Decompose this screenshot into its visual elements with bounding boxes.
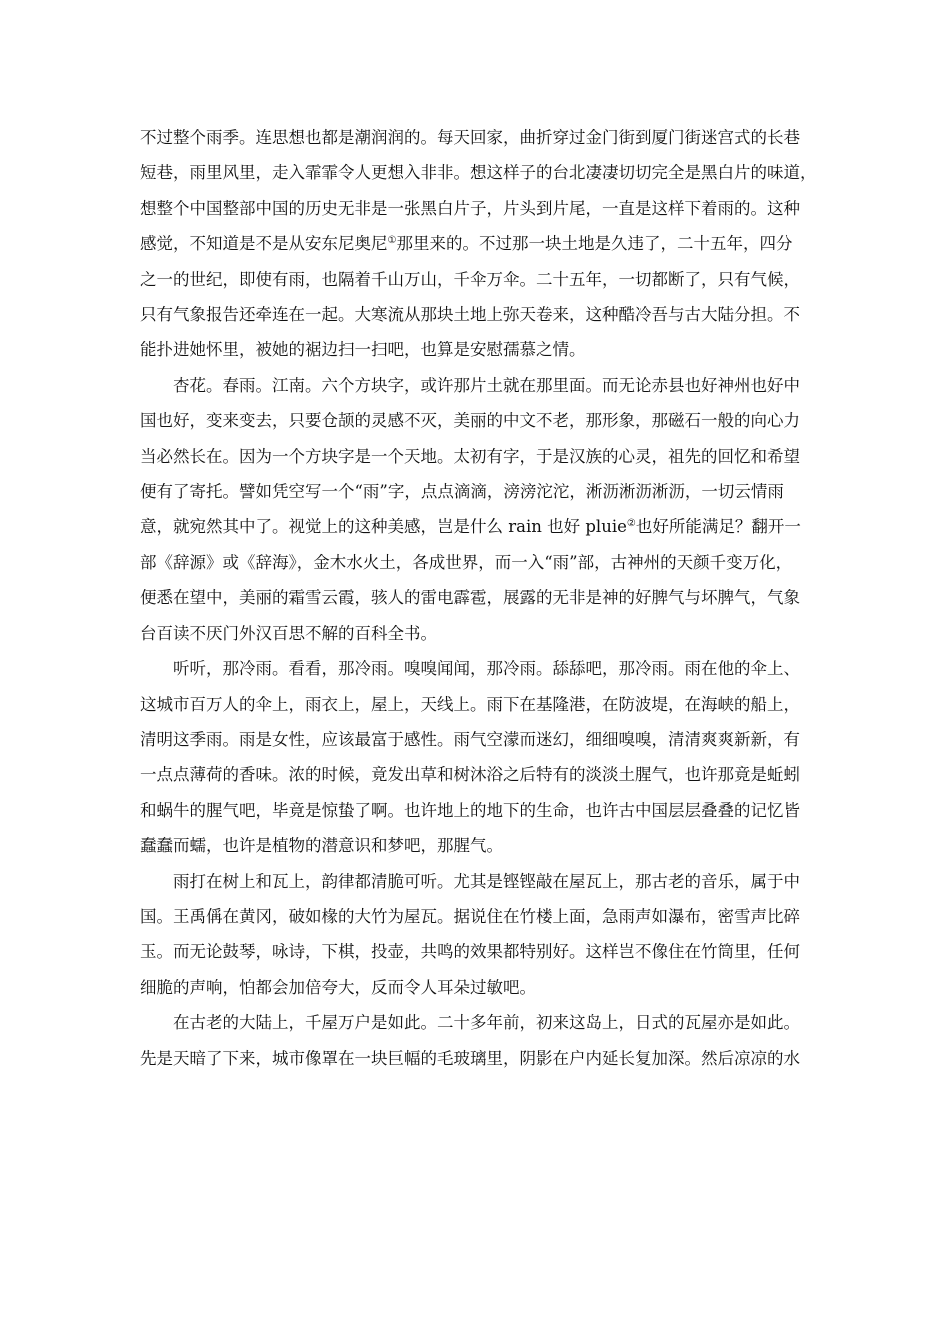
- text-line: 国。王禹偁在黄冈，破如椽的大竹为屋瓦。据说住在竹楼上面，急雨声如瀑布，密雪声比碎: [140, 906, 800, 926]
- text-line: 在古老的大陆上，千屋万户是如此。二十多年前，初来这岛上，日式的瓦屋亦是如此。: [173, 1013, 800, 1033]
- paragraph-1: [140, 120, 820, 368]
- text-line: 不过整个雨季。连思想也都是潮润润的。每天回家，曲折穿过金门街到厦门街迷宫式的长巷: [140, 128, 800, 147]
- text-fragment: 感觉，不知道是不是从安东尼奥尼: [140, 234, 388, 254]
- text-line: 当必然长在。因为一个方块字是一个天地。太初有字，于是汉族的心灵，祖先的回忆和希望: [140, 446, 800, 466]
- text-line: 先是天暗了下来，城市像罩在一块巨幅的毛玻璃里，阴影在户内延长复加深。然后凉凉的水: [140, 1048, 800, 1068]
- paragraph-4: [140, 864, 820, 1006]
- text-line: 杏花。春雨。江南。六个方块字，或许那片土就在那里面。而无论赤县也好神州也好中: [173, 375, 800, 395]
- text-line: 和蜗牛的腥气吧，毕竟是惊蛰了啊。也许地上的地下的生命，也许古中国层层叠叠的记忆皆: [140, 800, 800, 820]
- text-line: 短巷，雨里风里，走入霏霏令人更想入非非。想这样子的台北凄凄切切完全是黑白片的味道，: [140, 163, 817, 183]
- text-line: 蠢蠢而蠕，也许是植物的潜意识和梦吧，那腥气。: [140, 836, 503, 856]
- text-line: 想整个中国整部中国的历史无非是一张黑白片子，片头到片尾，一直是这样下着雨的。这种: [140, 198, 800, 218]
- text-line: [140, 226, 820, 261]
- paragraph-3: [140, 651, 820, 863]
- text-line: 细脆的声响，怕都会加倍夸大，反而令人耳朵过敏吧。: [140, 977, 536, 997]
- text-line: 听听，那冷雨。看看，那冷雨。嗅嗅闻闻，那冷雨。舔舔吧，那冷雨。雨在他的伞上、: [173, 659, 800, 679]
- text-line: 只有气象报告还牵连在一起。大寒流从那块土地上弥天卷来，这种酷冷吾与古大陆分担。不: [140, 305, 800, 325]
- text-fragment: 那里来的。不过那一块土地是久违了，二十五年，四分: [396, 234, 793, 254]
- footnote-marker: ②: [626, 518, 636, 530]
- text-line: 一点点薄荷的香味。浓的时候，竟发出草和树沐浴之后特有的淡淡土腥气，也许那竟是蚯蚓: [140, 765, 800, 785]
- text-line: 能扑进她怀里，被她的裾边扫一扫吧，也算是安慰孺慕之情。: [140, 340, 586, 360]
- text-line: 部《辞源》或《辞海》，金木水火土，各成世界，而一入“雨”部，古神州的天颜千变万化，: [140, 552, 793, 572]
- text-line: 之一的世纪，即使有雨，也隔着千山万山，千伞万伞。二十五年，一切都断了，只有气候，: [140, 269, 800, 289]
- text-fragment: 也好所能满足？翻开一: [635, 517, 801, 537]
- paragraph-2: [140, 368, 820, 651]
- paragraph-5: [140, 1005, 820, 1076]
- text-line: 便悉在望中，美丽的霜雪云霞，骇人的雷电霹雹，展露的无非是神的好脾气与坏脾气，气象: [140, 588, 800, 608]
- text-line: 清明这季雨。雨是女性，应该最富于感性。雨气空濛而迷幻，细细嗅嗅，清清爽爽新新，有: [140, 729, 800, 749]
- essay-page: [140, 120, 820, 1076]
- text-line: 便有了寄托。譬如凭空写一个“雨”字，点点滴滴，滂滂沱沱，淅沥淅沥淅沥，一切云情雨: [140, 482, 784, 502]
- text-line: 台百读不厌门外汉百思不解的百科全书。: [140, 623, 437, 643]
- text-fragment: 意，就宛然其中了。视觉上的这种美感，岂是什么 rain 也好 pluie: [140, 517, 627, 537]
- footnote-marker: ①: [387, 235, 397, 247]
- text-line: 这城市百万人的伞上，雨衣上，屋上，天线上。雨下在基隆港，在防波堤，在海峡的船上，: [140, 694, 800, 714]
- text-line: 玉。而无论鼓琴，咏诗，下棋，投壶，共鸣的效果都特别好。这样岂不像住在竹筒里，任何: [140, 942, 800, 962]
- text-line: 国也好，变来变去，只要仓颉的灵感不灭，美丽的中文不老，那形象，那磁石一般的向心力: [140, 411, 800, 431]
- text-line: 雨打在树上和瓦上，韵律都清脆可听。尤其是铿铿敲在屋瓦上，那古老的音乐，属于中: [173, 871, 800, 891]
- text-line: [140, 509, 820, 544]
